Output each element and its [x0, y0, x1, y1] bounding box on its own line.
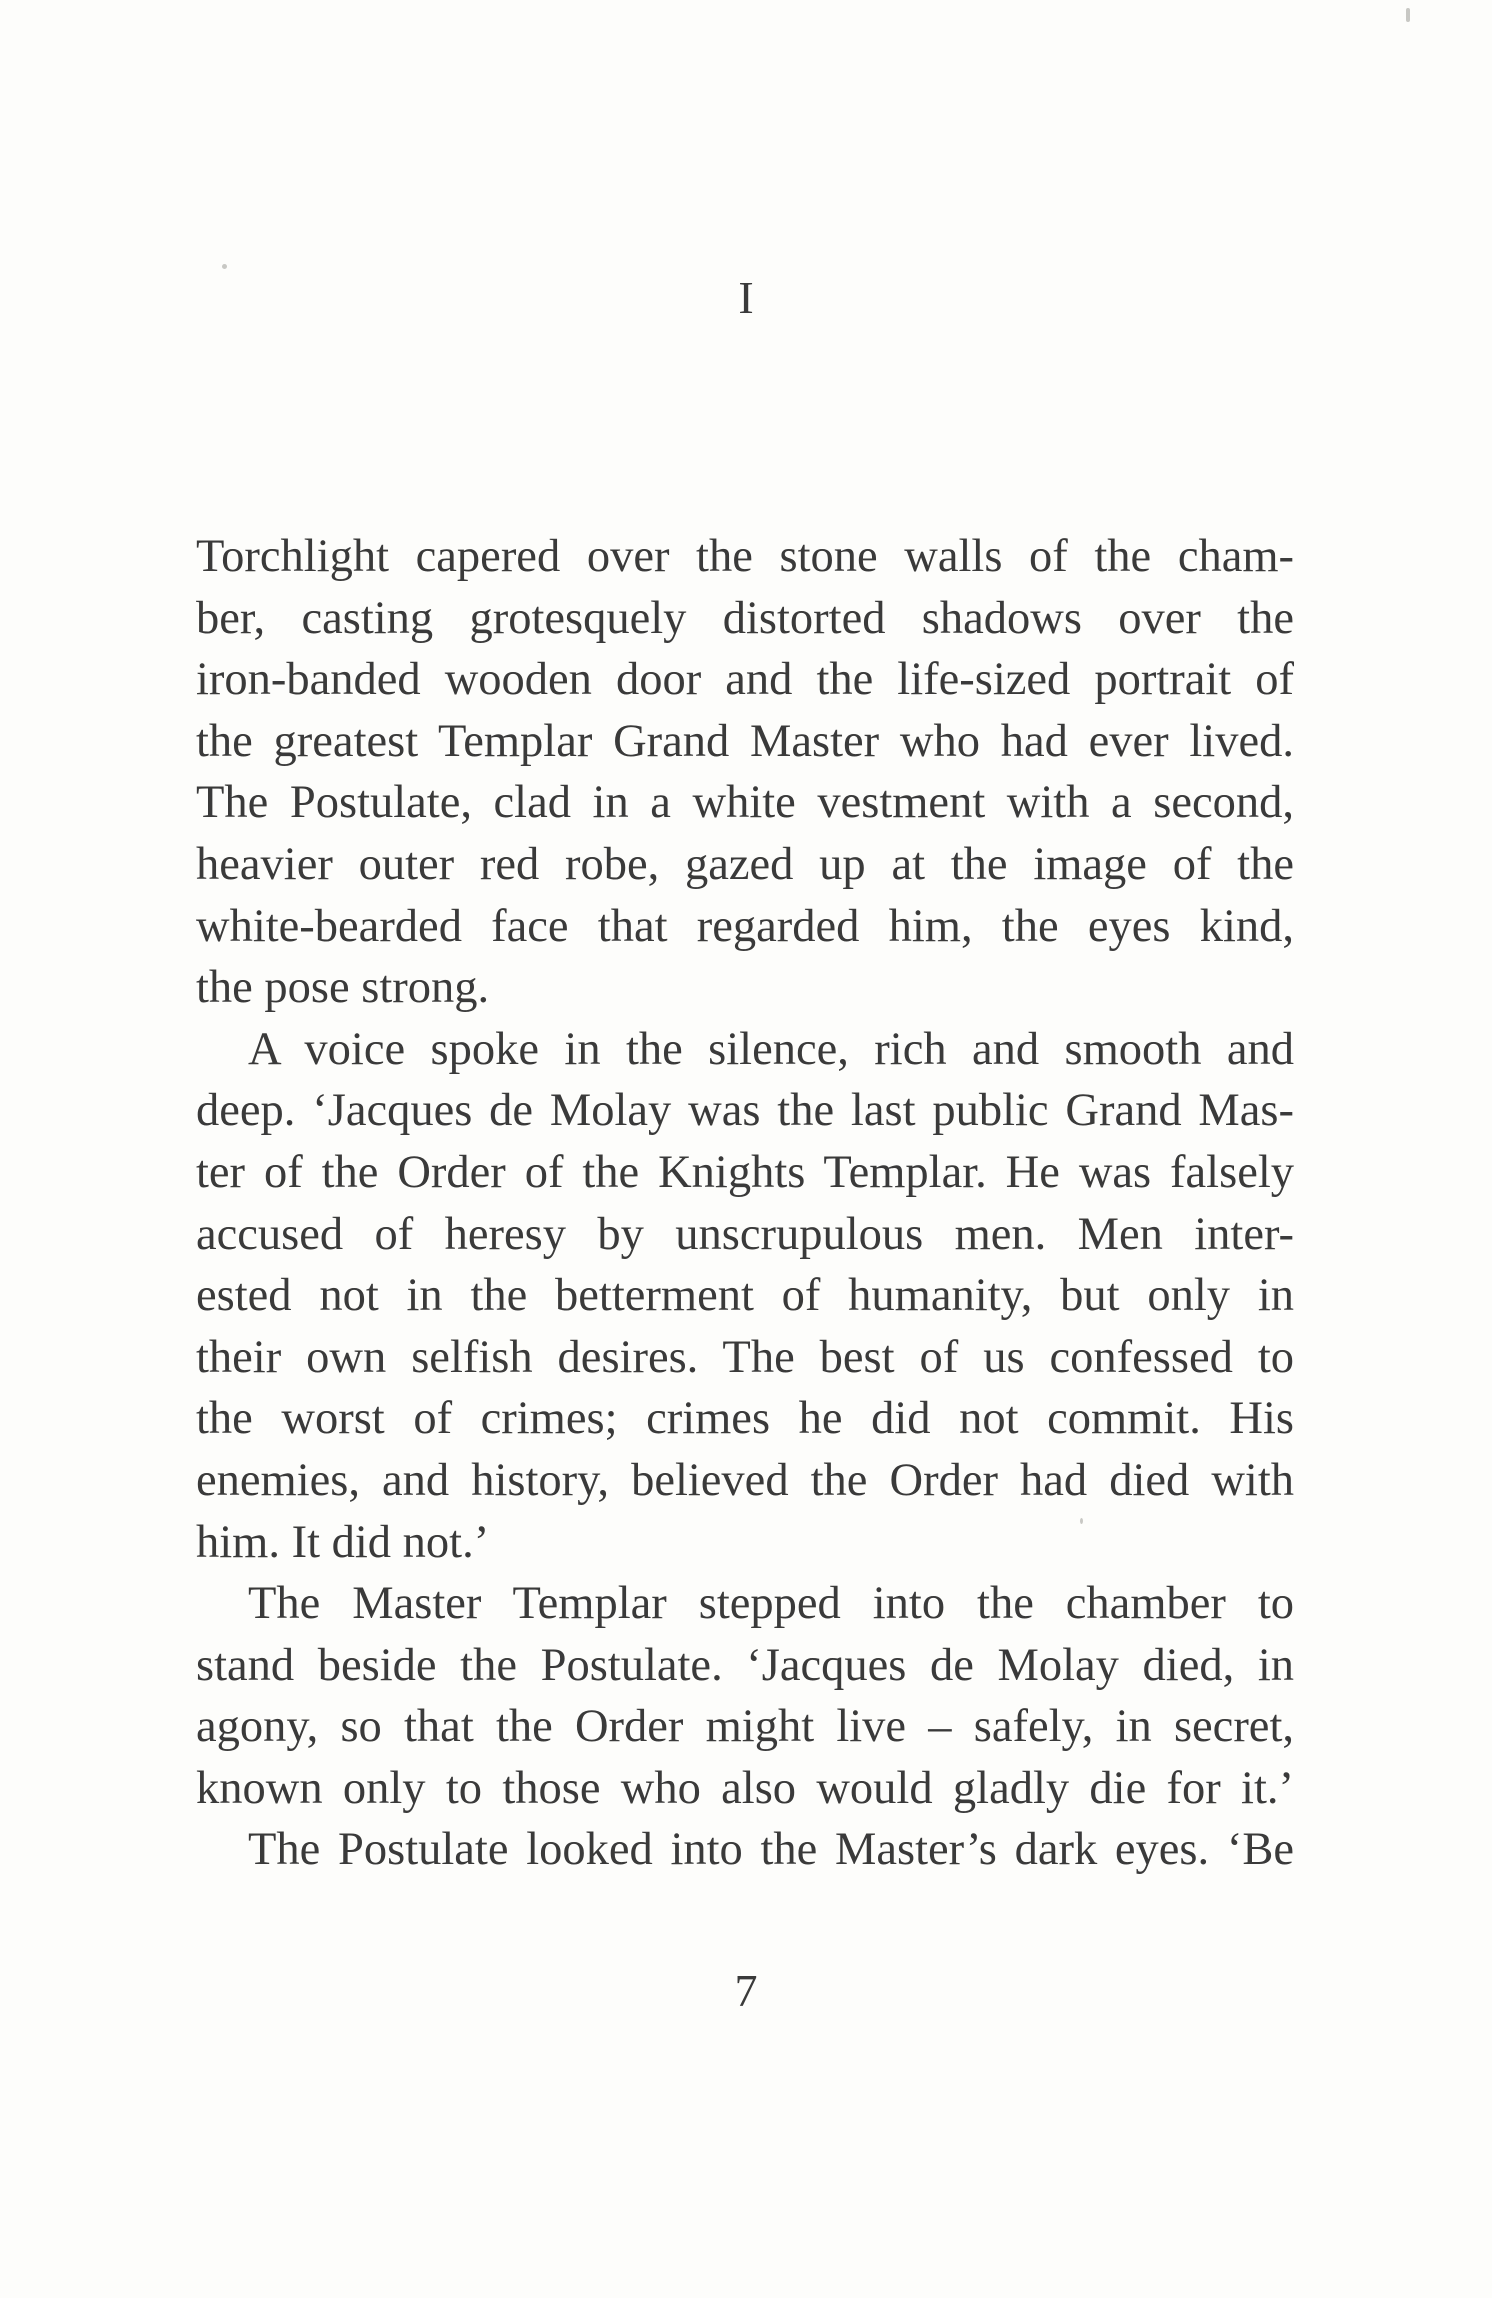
- text-line: The Postulate, clad in a white vestment with a second,: [196, 777, 1294, 829]
- text-line: him. It did not.’: [196, 1516, 490, 1568]
- scan-speck: [1080, 1518, 1083, 1524]
- text-line: the worst of crimes; crimes he did not commit. His: [196, 1393, 1294, 1445]
- text-line: known only to those who also would gladly die for it.’: [196, 1762, 1294, 1814]
- page-number: 7: [734, 1965, 758, 2016]
- text-line: agony, so that the Order might live – safely, in secret,: [196, 1701, 1294, 1753]
- text-line: iron-banded wooden door and the life-sized portrait of: [196, 654, 1294, 706]
- text-line: their own selfish desires. The best of us confessed to: [196, 1331, 1294, 1383]
- scan-speck: [222, 264, 227, 269]
- text-line: deep. ‘Jacques de Molay was the last public Grand Mas-: [196, 1085, 1294, 1137]
- text-line: ested not in the betterment of humanity, but only in: [196, 1270, 1294, 1322]
- text-line: accused of heresy by unscrupulous men. Men inter-: [196, 1208, 1294, 1260]
- text-line: The Master Templar stepped into the chamber to: [248, 1578, 1294, 1630]
- text-line: Torchlight capered over the stone walls of the cham-: [196, 531, 1294, 582]
- text-line: The Postulate looked into the Master’s dark eyes. ‘Be: [248, 1824, 1294, 1876]
- text-line: ber, casting grotesquely distorted shadows over the: [196, 592, 1294, 644]
- body-text: [196, 526, 1294, 1881]
- text-line: the pose strong.: [196, 962, 490, 1014]
- text-line: A voice spoke in the silence, rich and smooth and: [248, 1023, 1294, 1075]
- text-line: the greatest Templar Grand Master who had ever lived.: [196, 715, 1294, 767]
- chapter-number: I: [738, 272, 754, 323]
- text-line: white-bearded face that regarded him, the eyes kind,: [196, 900, 1294, 952]
- text-line: enemies, and history, believed the Order had died with: [196, 1454, 1294, 1506]
- text-line: ter of the Order of the Knights Templar. He was falsely: [196, 1146, 1294, 1198]
- text-line: heavier outer red robe, gazed up at the image of the: [196, 838, 1294, 890]
- text-line: stand beside the Postulate. ‘Jacques de Molay died, in: [196, 1639, 1294, 1691]
- scan-speck: [1406, 8, 1410, 22]
